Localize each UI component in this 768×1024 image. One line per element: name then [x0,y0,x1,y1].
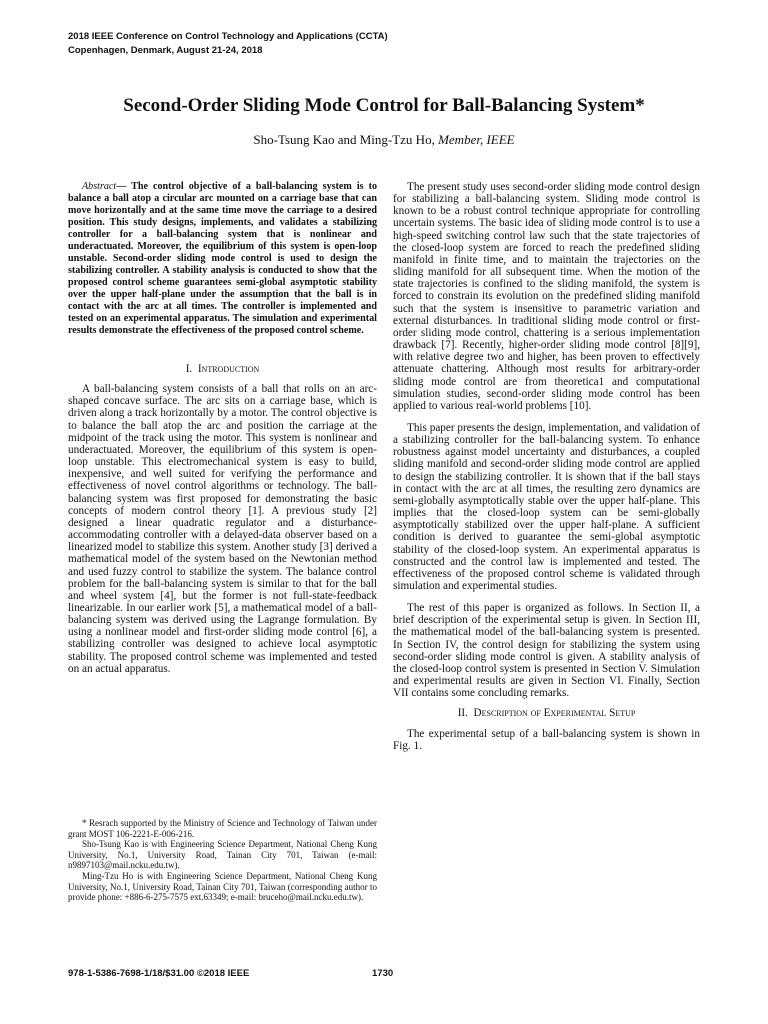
footer-isbn: 978-1-5386-7698-1/18/$31.00 ©2018 IEEE [68,968,250,979]
section-number: II. [457,707,468,720]
section-title: Introduction [197,363,260,375]
section-heading-setup [393,707,700,719]
conference-name: 2018 IEEE Conference on Control Technology and Applications (CCTA) [68,31,388,42]
author-names: Sho-Tsung Kao and Ming-Tzu Ho, [253,132,435,147]
conference-location: Copenhagen, Denmark, August 21-24, 2018 [68,45,263,56]
footnote-funding: * Resrach supported by the Ministry of Science and Technology of Taiwan under grant MOST 106-2221-E-006-216. [68,818,377,839]
paper-title: Second-Order Sliding Mode Control for Ball-Balancing System* [123,95,645,116]
abstract-heading: Abstract [82,181,117,192]
abstract-body: The control objective of a ball-balancing system is to balance a ball atop a circular arc mounted on a carriage base that can move horizontally and at the same time move the carriage to a desired position. This study designs, implements, and validates a stabilizing controller for a ball-balancing system that is nonlinear and underactuated. Moreover, the equilibrium of this system is open-loop unstable. Second-order sliding mode control is used to design the stabilizing controller. A stability analysis is conducted to show that the proposed control scheme guarantees semi-global asymptotic stability over the upper half-plane under the assumption that the ball is in contact with the arc at all times. The controller is implemented and tested on an experimental apparatus. The simulation and experimental results demonstrate the effectiveness of the proposed control scheme. [68,181,378,336]
left-column [68,181,377,675]
setup-paragraph-1: The experimental setup of a ball-balancing system is shown in Fig. 1. [393,727,700,752]
section-title: Description of Experimental Setup [473,707,636,720]
intro-paragraph-2: The present study uses second-order sliding mode control design for stabilizing a ball-balancing system. Sliding mode control is known to be a robust control technique appropriate for controlling uncertain systems. The basic idea of sliding mode control is to use a high-speed switching control law such that the state trajectories of the closed-loop system are forced to reach the predefined sliding manifold in finite time, and to maintain the trajectories on the sliding manifold for all subsequent time. When the motion of the state trajectories is confined to the sliding manifold, the system is forced to constrain its evolution on the predefined sliding manifold such that the system is insensitive to parametric variation and external disturbances. In traditional sliding mode control or first-order sliding mode control, chattering is a serious implementation drawback [7]. Recently, higher-order sliding mode control [8][9], with relative degree two and higher, has been proven to effectively attenuate chattering. Although most results for arbitrary-order sliding mode control are from theoretica1 and computational simulation studies, second-order sliding mode control has been applied to various real-world problems [10]. [393,181,700,412]
abstract-dash: — [116,181,127,192]
footnote-author-2: Ming-Tzu Ho is with Engineering Science Department, National Cheng Kung University, No.1, University Road, Tainan City 701, Taiwan (corresponding author to provide phone: +886-6-275-7575 ext.63349; e-mail: bruceho@mail.ncku.edu.tw). [68,870,377,903]
author-line [0,132,768,148]
conference-header [68,30,388,58]
author-membership: Member, IEEE [438,132,515,147]
intro-paragraph-3: This paper presents the design, implementation, and validation of a stabilizing controller for the ball-balancing system. To enhance robustness against model uncertainty and disturbances, a coupled sliding manifold and second-order sliding mode control are applied to design the stabilizing controller. It is shown that if the ball stays in contact with the arc at all times, the resulting zero dynamics are semi-globally asymptotically stable over the upper half-plane. This implies that the closed-loop system can be semi-globally asymptotically stabilized over the upper half-plane. A sufficient condition is derived to guarantee the semi-global asymptotic stability of the closed-loop system. An experimental apparatus is constructed and the control law is implemented and tested. The effectiveness of the proposed control scheme is validated through simulation and experimental studies. [393,421,700,592]
section-heading-introduction [68,363,377,375]
abstract [68,181,377,337]
intro-paragraph-4: The rest of this paper is organized as follows. In Section II, a brief description of the experimental setup is given. In Section III, the mathematical model of the ball-balancing system is presented. In Section IV, the control design for stabilizing the system using second-order sliding mode control is given. A stability analysis of the closed-loop control system is presented in Section V. Simulation and experimental results are given in Section VI. Finally, Section VII contains some concluding remarks. [393,602,700,700]
footnotes [68,818,377,903]
page-number: 1730 [372,968,394,979]
footnote-author-1: Sho-Tsung Kao is with Engineering Science Department, National Cheng Kung University, No.1, University Road, Tainan City 701, Taiwan (e-mail: n9897103@mail.ncku.edu.tw). [68,839,377,871]
intro-paragraph-1: A ball-balancing system consists of a ball that rolls on an arc-shaped concave surface. The arc sits on a carriage base, which is driven along a track horizontally by a motor. The control objective is to balance the ball atop the arc and position the carriage at the midpoint of the track using the motor. This system is nonlinear and underactuated. Moreover, the equilibrium of this system is open-loop unstable. This electromechanical system is easy to build, inexpensive, and well suited for verifying the performance and effectiveness of novel control algorithms or technology. The ball-balancing system was first proposed for demonstrating the basic concepts of modern control theory [1]. A previous study [2] designed a linear quadratic regulator and a disturbance-accommodating controller with a delayed-data observer based on a linearized model to stabilize this system. Another study [3] derived a mathematical model of the system based on the Newtonian method and used fuzzy control to stabilize the system. The balance control problem for the ball-balancing system is similar to that for the ball and wheel system [4], but the former is not full-state-feedback linearizable. In our earlier work [5], a mathematical model of a ball-balancing system was derived using the Lagrange formulation. By using a nonlinear model and first-order sliding mode control [6], a stabilizing controller was designed to achieve local asymptotic stability. The proposed control scheme was implemented and tested on an actual apparatus. [68,383,377,675]
right-column [393,181,700,752]
section-number: I. [185,363,193,375]
